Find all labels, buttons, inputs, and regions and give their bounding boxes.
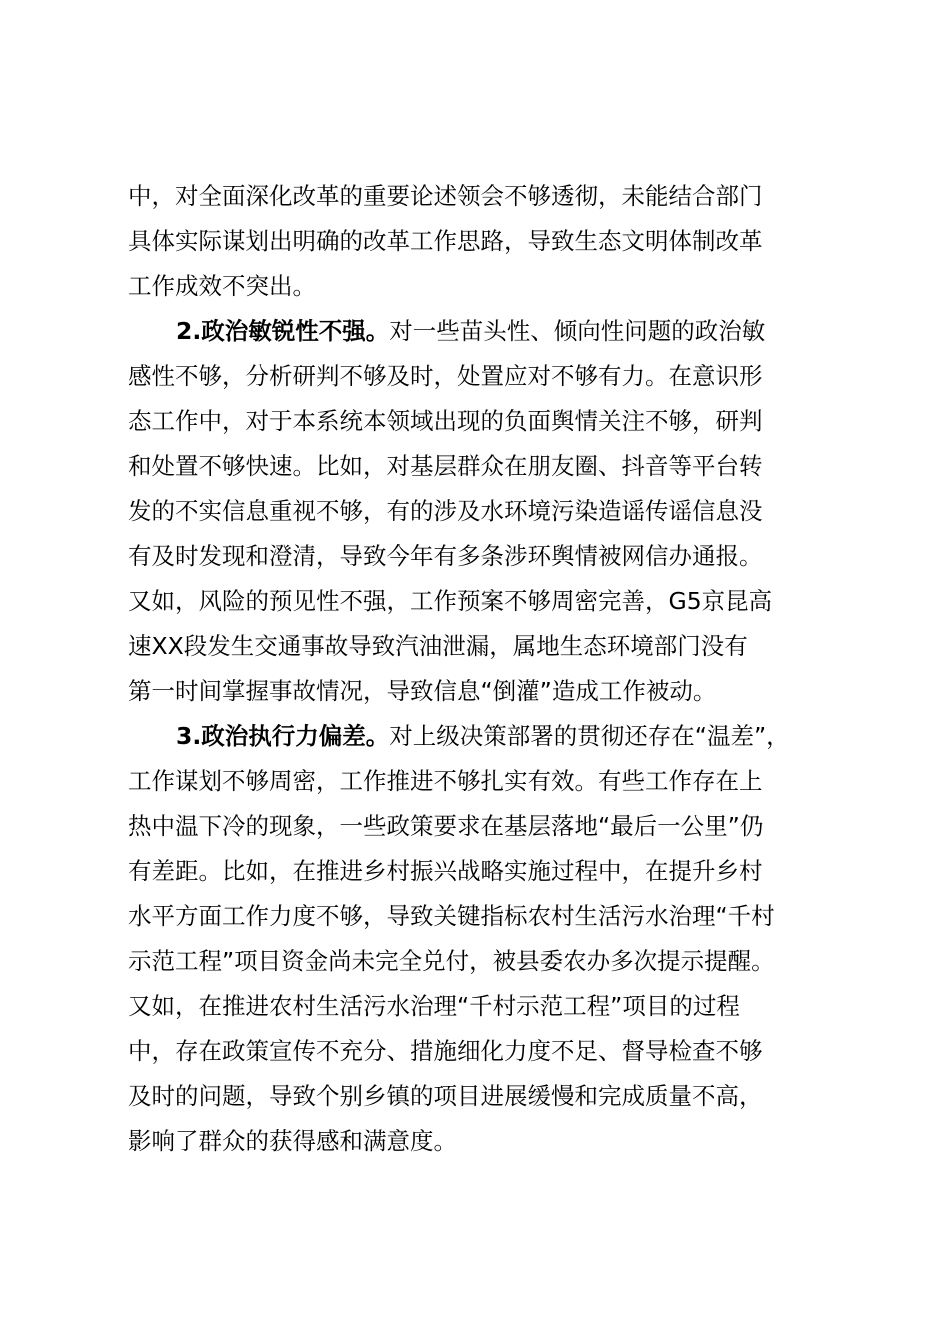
- body-text-line: 水平方面工作力度不够，导致关键指标农村生活污水治理“千村: [128, 902, 775, 930]
- body-text-line: 和处置不够快速。比如，对基层群众在朋友圈、抖音等平台转: [128, 452, 763, 480]
- body-text-line: 态工作中，对于本系统本领域出现的负面舆情关注不够，研判: [128, 407, 763, 435]
- body-text-line: 发的不实信息重视不够，有的涉及水环境污染造谣传谣信息没: [128, 497, 763, 525]
- section-2-first-line: [176, 311, 828, 351]
- section-3-heading: 3.政治执行力偏差。: [176, 722, 390, 750]
- body-text-line: 工作谋划不够周密，工作推进不够扎实有效。有些工作存在上: [128, 767, 763, 795]
- section-2-heading: 2.政治敏锐性不强。: [176, 317, 390, 345]
- body-text-line: 具体实际谋划出明确的改革工作思路，导致生态文明体制改革: [128, 227, 763, 255]
- body-text-line: 中，存在政策宣传不充分、措施细化力度不足、督导检查不够: [128, 1037, 763, 1065]
- body-text-line: 感性不够，分析研判不够及时，处置应对不够有力。在意识形: [128, 362, 763, 390]
- body-text-line: 有差距。比如，在推进乡村振兴战略实施过程中，在提升乡村: [128, 857, 763, 885]
- body-text-line: 及时的问题，导致个别乡镇的项目进展缓慢和完成质量不高，: [128, 1082, 763, 1110]
- body-text-line: 又如，在推进农村生活污水治理“千村示范工程”项目的过程: [128, 992, 740, 1020]
- section-3-first-line: [176, 716, 828, 756]
- body-text-line: 示范工程”项目资金尚未完全兑付，被县委农办多次提示提醒。: [128, 947, 775, 975]
- body-text-line: 工作成效不突出。: [128, 272, 316, 300]
- body-text-line: 速XX段发生交通事故导致汽油泄漏，属地生态环境部门没有: [128, 632, 748, 660]
- section-2-first-line-text: 对一些苗头性、倾向性问题的政治敏: [389, 317, 766, 345]
- body-text-line: 热中温下冷的现象，一些政策要求在基层落地“最后一公里”仍: [128, 812, 764, 840]
- body-text-line: 中，对全面深化改革的重要论述领会不够透彻，未能结合部门: [128, 182, 763, 210]
- section-3-first-line-text: 对上级决策部署的贯彻还存在“温差”，: [389, 722, 790, 750]
- body-text-line: 有及时发现和澄清，导致今年有多条涉环舆情被网信办通报。: [128, 542, 763, 570]
- body-text-line: 第一时间掌握事故情况，导致信息“倒灌”造成工作被动。: [128, 677, 717, 705]
- body-text-line: 影响了群众的获得感和满意度。: [128, 1127, 457, 1155]
- body-text-line: 又如，风险的预见性不强，工作预案不够周密完善，G5京昆高: [128, 587, 773, 615]
